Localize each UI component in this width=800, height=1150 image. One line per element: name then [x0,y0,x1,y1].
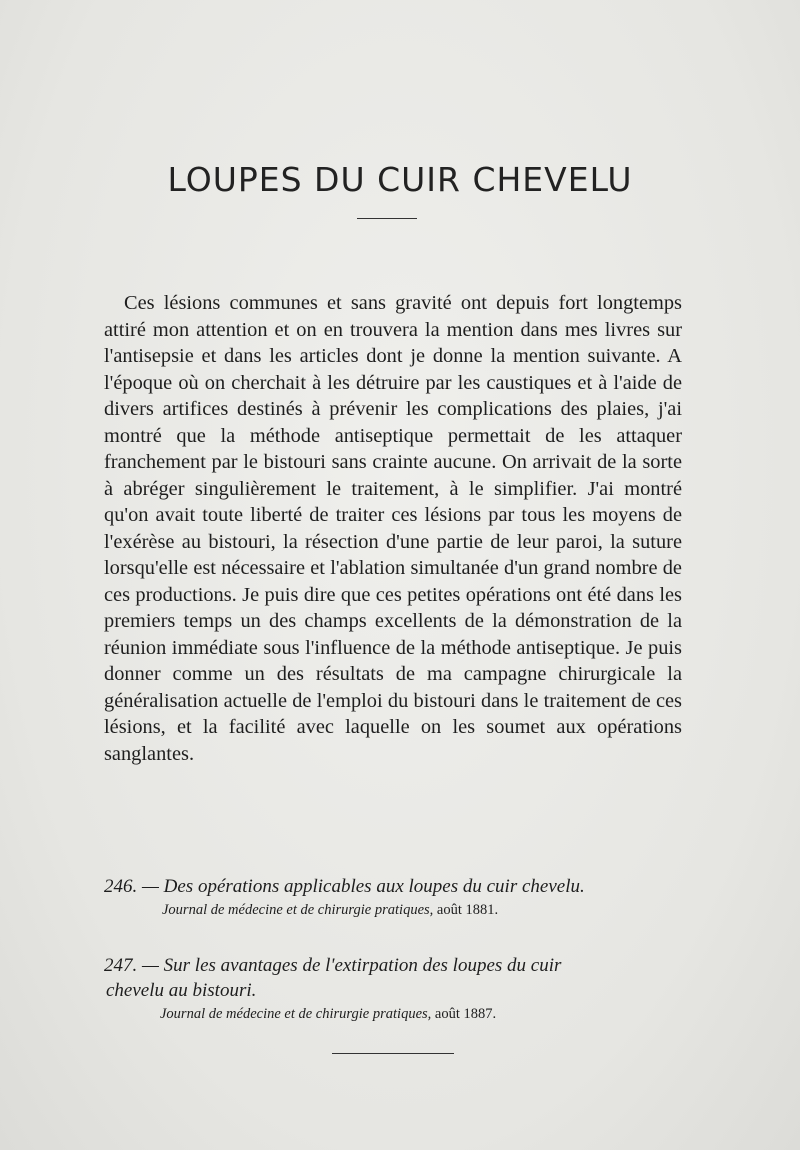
reference-dash: — [137,955,164,976]
reference-date: août 1887. [431,1006,497,1022]
reference-title: Des opérations applicables aux loupes du cuir chevelu. [163,876,585,897]
reference-journal: Journal de médecine et de chirurgie pratiques, [160,1006,432,1022]
reference-title: Sur les avantages de l'extirpation des loupes du cuir [163,955,562,976]
reference-journal-line [104,899,694,921]
reference-title-line [104,953,694,978]
body-paragraph: Ces lésions communes et sans gravité ont depuis fort longtemps attiré mon attention et on en trouvera la mention dans mes livres sur l'antisepsie et dans les articles dont je donne la mention suivante. A l'époque où on cherchait à les détruire par les caustiques et à l'aide de divers artifices destinés à prévenir les complications des plaies, j'ai montré que la méthode antiseptique permettait de les attaquer franchement par le bistouri sans crainte aucune. On arrivait de la sorte à abréger singulièrement le traitement, à le simplifier. J'ai montré qu'on avait toute liberté de traiter ces lésions par tous les moyens de l'exérèse au bistouri, la résection d'une partie de leur paroi, la suture lorsqu'elle est nécessaire et l'ablation simultanée d'un grand nombre de ces productions. Je puis dire que ces petites opérations ont été dans les premiers temps un des champs excellents de la démonstration de la réunion immédiate sous l'influence de la méthode antiseptique. Je puis donner comme un des résultats de ma campagne chirurgicale la généralisation actuelle de l'emploi du bistouri dans le traitement de ces lésions, et la facilité avec laquelle on les soumet aux opérations sanglantes. [104,292,682,765]
reference-246 [104,874,694,921]
reference-247 [104,953,694,1025]
page-title: LOUPES DU CUIR CHEVELU [167,160,633,200]
reference-journal-line [104,1003,694,1025]
reference-title-continuation: chevelu au bistouri. [106,980,257,1001]
reference-number: 246. [104,876,138,897]
reference-journal: Journal de médecine et de chirurgie pratiques, [162,902,434,918]
reference-date: août 1881. [433,902,499,918]
reference-title-line [104,874,694,899]
end-divider [332,1053,454,1054]
reference-dash: — [137,876,164,897]
reference-number: 247. [104,955,138,976]
title-divider [357,218,417,219]
